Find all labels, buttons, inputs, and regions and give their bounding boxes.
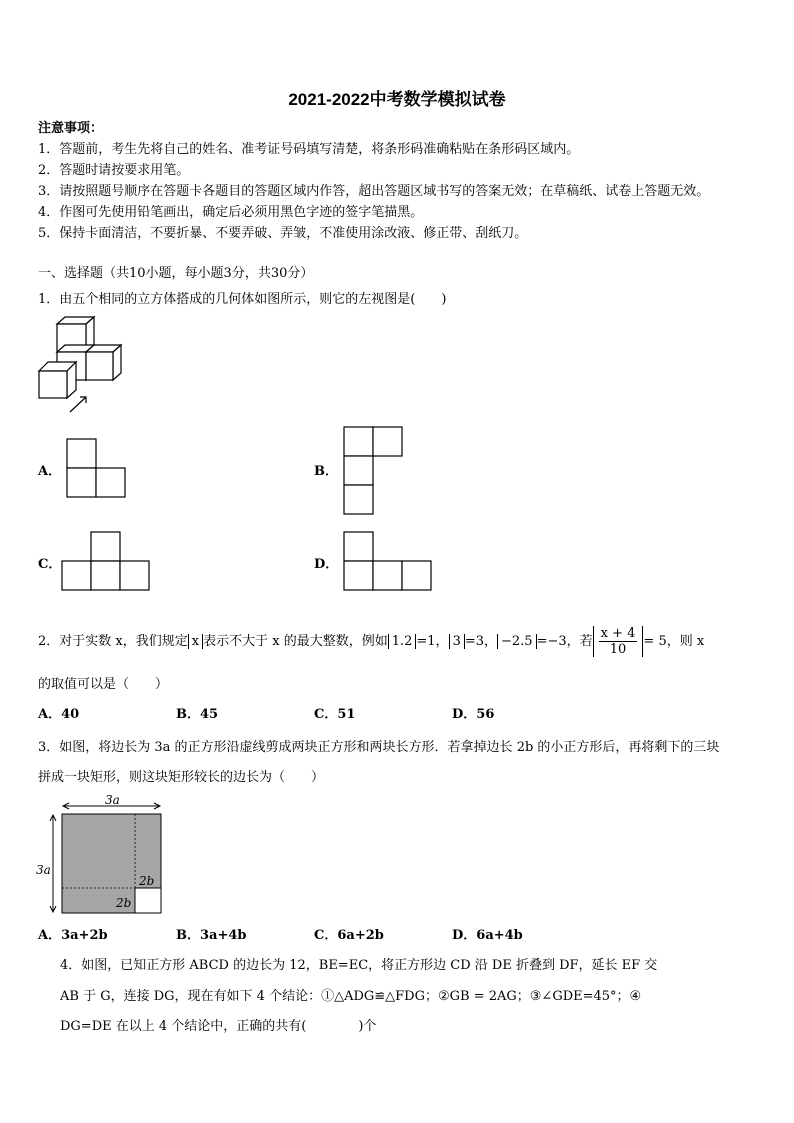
- q1-solid-figure: [39, 317, 121, 412]
- question-3-line-2: 拼成一块矩形，则这块矩形较长的边长为（ ）: [38, 770, 325, 785]
- q2-ex3-in: −2.5: [497, 634, 537, 649]
- q1-option-b-label: B．: [314, 464, 338, 479]
- notice-item: 5．保持卡面清洁，不要折暴、不要弄破、弄皱，不准使用涂改液、修正带、刮纸刀。: [38, 226, 528, 241]
- q3-label-2b-bottom: 2b: [116, 896, 132, 910]
- q1-option-c-figure: [62, 532, 149, 590]
- question-2-line-1: [38, 626, 704, 657]
- q3-option-b: B．3a+4b: [176, 928, 247, 943]
- q2-frac-val: = 5，则 x: [643, 634, 705, 649]
- q2-mid: 表示不大于 x 的最大整数，例如: [203, 634, 388, 649]
- q2-floor-fraction: [593, 626, 644, 657]
- q2-option-a: A．40: [38, 707, 80, 722]
- question-4-line-3: DG=DE 在以上 4 个结论中，正确的共有( )个: [60, 1019, 377, 1034]
- q3-square-figure: [50, 803, 161, 913]
- q2-option-d: D．56: [452, 707, 495, 722]
- q2-ex1-in: 1.2: [388, 634, 417, 649]
- q2-ex2-in: 3: [449, 634, 465, 649]
- q1-option-c-label: C．: [38, 557, 62, 572]
- q1-option-b-figure: [344, 427, 402, 514]
- q2-option-b: B．45: [176, 707, 219, 722]
- q2-option-c: C．51: [314, 707, 356, 722]
- q3-label-left-3a: 3a: [36, 863, 51, 877]
- q1-option-d-label: D．: [314, 557, 339, 572]
- q2-ex1-val: =1，: [416, 634, 449, 649]
- q3-option-c: C．6a+2b: [314, 928, 384, 943]
- q1-option-a-figure: [67, 439, 125, 497]
- section-heading: 一、选择题（共10小题，每小题3分，共30分）: [38, 266, 314, 281]
- q1-option-a-label: A．: [38, 464, 62, 479]
- q2-frac-den: 10: [609, 642, 627, 657]
- q3-option-a: A．3a+2b: [38, 928, 108, 943]
- q3-label-2b-right: 2b: [139, 874, 155, 888]
- q2-frac-num: x + 4: [600, 626, 636, 641]
- q3-option-d: D．6a+4b: [452, 928, 523, 943]
- q1-option-d-figure: [344, 532, 431, 590]
- q3-label-top-3a: 3a: [105, 793, 120, 807]
- notice-item: 1．答题前，考生先将自己的姓名、准考证号码填写清楚，将条形码准确粘贴在条形码区域内。: [38, 142, 580, 157]
- q2-floor-x: x: [188, 634, 203, 649]
- question-4-line-2: AB 于 G，连接 DG，现在有如下 4 个结论：①△ADG≌△FDG；②GB = 2AG；③∠GDE=45°；④: [60, 989, 642, 1004]
- q2-ex2-val: =3，: [464, 634, 498, 649]
- notice-item: 2．答题时请按要求用笔。: [38, 163, 190, 178]
- q2-ex3-val: =−3，若: [536, 634, 593, 649]
- question-2-line-2: 的取值可以是（ ）: [38, 677, 169, 692]
- question-1-text: 1．由五个相同的立方体搭成的几何体如图所示，则它的左视图是( ): [38, 292, 447, 307]
- page-title: 2021-2022中考数学模拟试卷: [288, 90, 506, 109]
- question-3-line-1: 3．如图，将边长为 3a 的正方形沿虚线剪成两块正方形和两块长方形．若拿掉边长 2b 的小正方形后，再将剩下的三块: [38, 740, 720, 755]
- q2-prefix: 2．对于实数 x，我们规定: [38, 634, 188, 649]
- question-4-line-1: 4．如图，已知正方形 ABCD 的边长为 12，BE=EC，将正方形边 CD 沿 DE 折叠到 DF，延长 EF 交: [60, 958, 658, 973]
- notice-item: 3．请按照题号顺序在答题卡各题目的答题区域内作答，超出答题区域书写的答案无效；在草稿纸、试卷上答题无效。: [38, 184, 710, 199]
- notice-heading: 注意事项：: [38, 121, 104, 136]
- notice-item: 4．作图可先使用铅笔画出，确定后必须用黑色字迹的签字笔描黑。: [38, 205, 424, 220]
